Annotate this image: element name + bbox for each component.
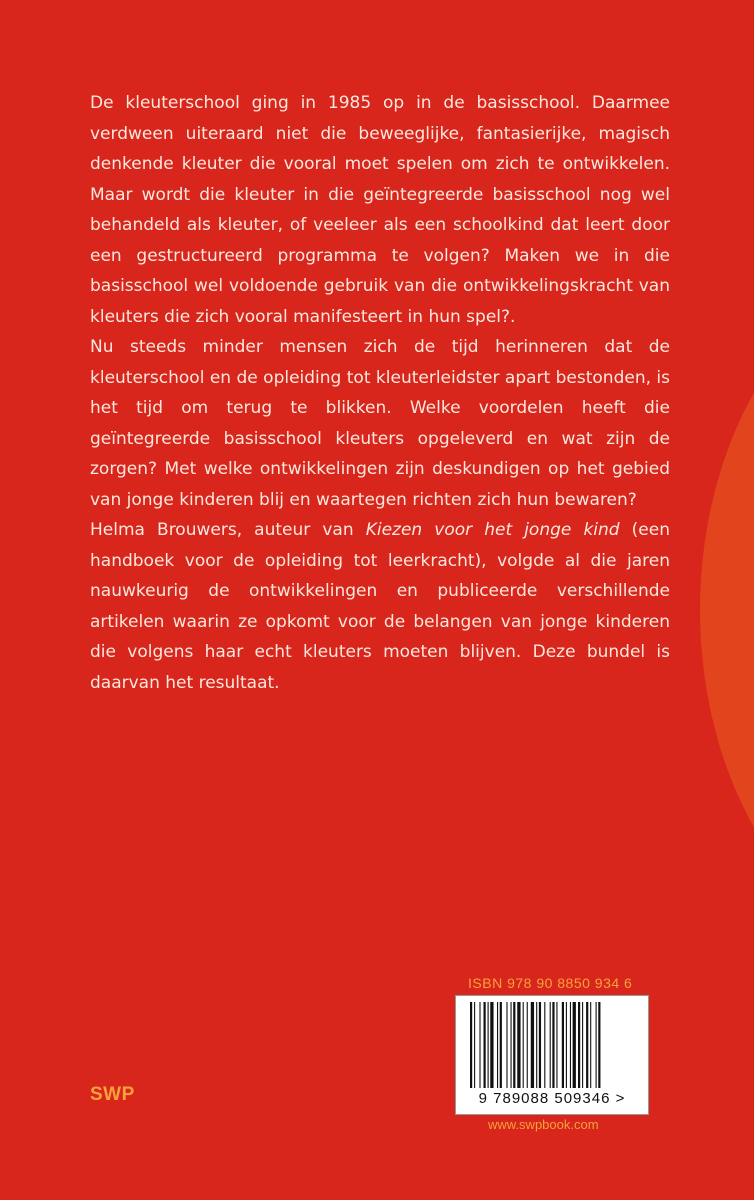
barcode-bars-icon <box>470 1002 634 1088</box>
blurb-paragraph-2: Nu steeds minder mensen zich de tijd herinneren dat de kleuterschool en de opleiding tot kleuterleidster apart bestonden, is het tijd om terug te blikken. Welke voordelen heeft die geïntegreerde basisschool kleuters opgeleverd en wat zijn de zorgen? Met welke ontwikkelingen zijn deskundigen op het gebied van jonge kinderen blij en waartegen richten zich hun bewaren? <box>90 337 670 510</box>
book-title-ref: Kiezen voor het jonge kind <box>365 520 620 540</box>
blurb-text <box>90 88 670 698</box>
blurb-paragraph-1: De kleuterschool ging in 1985 op in de basisschool. Daarmee verdween uiteraard niet die beweeglijke, fantasierijke, magisch denkende kleuter die vooral moet spelen om zich te ontwikkelen. Maar wordt die kleuter in die geïntegreerde basisschool nog wel behandeld als kleuter, of veeleer als een schoolkind dat leert door een gestructureerd programma te volgen? Maken we in die basisschool wel voldoende gebruik van die ontwikkelingskracht van kleuters die zich vooral manifesteert in hun spel?. <box>90 93 670 327</box>
blurb-paragraph-3 <box>90 515 670 698</box>
decorative-arc <box>700 260 754 960</box>
barcode <box>455 995 649 1115</box>
blurb-p3-start: Helma Brouwers, auteur van <box>90 520 366 540</box>
blurb-p3-end: (een handboek voor de opleiding tot leerkracht), volgde al die jaren nauwkeurig de ontwikkelingen en publiceerde verschillende artikelen waarin ze opkomt voor de belangen van jonge kinderen die volgens haar echt kleuters moeten blijven. Deze bundel is daarvan het resultaat. <box>90 520 670 693</box>
barcode-number: 9 789088 509346 > <box>478 1090 626 1107</box>
publisher-logo: SWP <box>90 1084 135 1105</box>
publisher-url: www.swpbook.com <box>488 1117 599 1132</box>
isbn-label: ISBN 978 90 8850 934 6 <box>468 975 633 991</box>
